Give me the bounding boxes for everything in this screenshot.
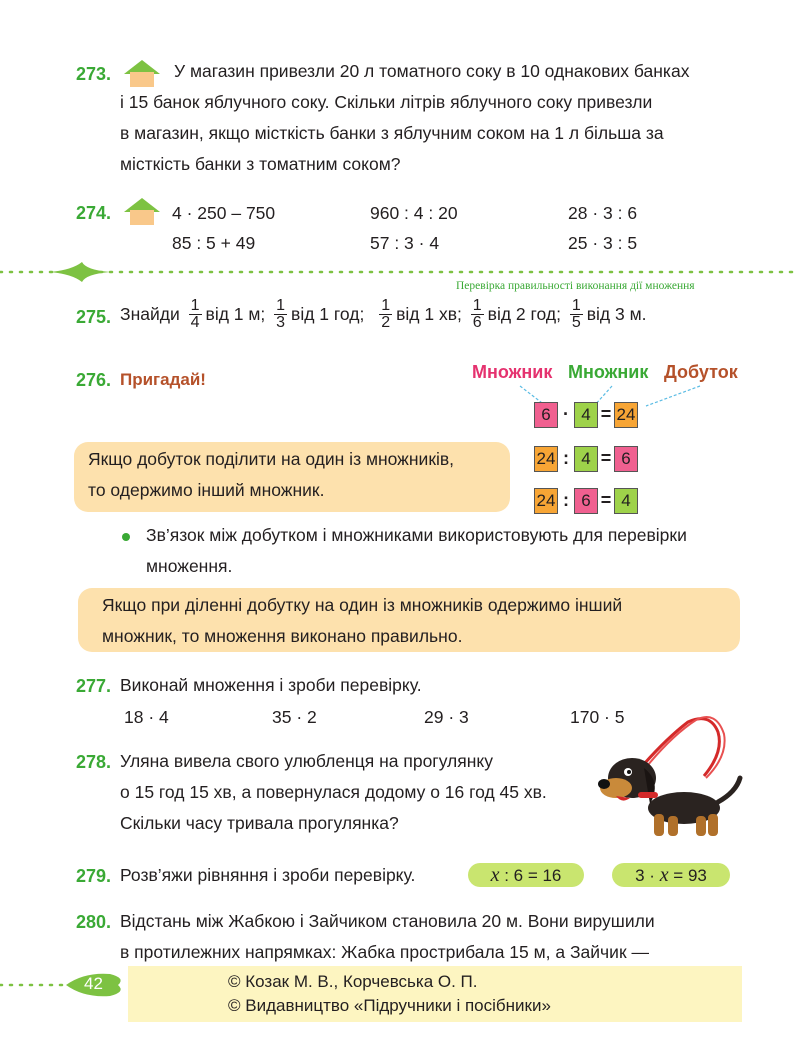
fraction: $\frac{1}{3}$ xyxy=(276,297,286,331)
expr: 57 : 3 · 4 xyxy=(370,233,440,253)
bullet-text: Зв’язок між добутком і множниками використовують для перевірки множення. xyxy=(146,525,687,576)
expr: 85 : 5 + 49 xyxy=(172,233,256,253)
copyright-line-1: © Козак М. В., Корчевська О. П. xyxy=(228,972,478,991)
equation-3: 24 : 6 = 4 xyxy=(534,488,638,514)
expr: 170 · 5 xyxy=(570,707,625,727)
rule-box-1: Якщо добуток поділити на один із множників, то одержимо інший множник. xyxy=(74,442,510,512)
fraction: $\frac{1}{4}$ xyxy=(190,297,200,331)
expr: 35 · 2 xyxy=(272,707,317,727)
expr: 18 · 4 xyxy=(124,707,169,727)
label-product: Добуток xyxy=(664,362,738,382)
expr: 29 · 3 xyxy=(424,707,469,727)
equation-1: 6 · 4 = 24 xyxy=(534,402,638,428)
task-273-number: 273. xyxy=(76,64,112,84)
label-factor-1: Множник xyxy=(472,362,553,382)
home-task-icon xyxy=(122,196,162,226)
rule-box-2: Якщо при діленні добутку на один із множників одержимо інший множник, то множення виконано правильно. xyxy=(78,588,740,652)
task-277-text: Виконай множення і зроби перевірку. xyxy=(120,675,422,695)
copyright-line-2: © Видавництво «Підручники і посібники» xyxy=(228,996,551,1015)
task-275-number: 275. xyxy=(76,307,112,327)
task-275-text: Знайди $\frac{1}{4}$ від 1 м; $\frac{1}{3}$ від 1 год; $\frac{1}{2}$ від 1 хв; $\frac{1}{6}$ від 2 год; $\frac{1}{5}$ від 3 м. xyxy=(120,297,647,331)
bullet-dot xyxy=(122,533,130,541)
expr: 960 : 4 : 20 xyxy=(370,203,458,223)
task-280-text: Відстань між Жабкою і Зайчиком становила 20 м. Вони вирушили в протилежних напрямках: Жабка прострибала 15 м, а Зайчик — xyxy=(120,911,655,962)
task-277-number: 277. xyxy=(76,676,112,696)
task-274-number: 274. xyxy=(76,203,112,223)
expr: 28 · 3 : 6 xyxy=(568,203,638,223)
remember-title: Пригадай! xyxy=(120,370,206,389)
expr: 25 · 3 : 5 xyxy=(568,233,638,253)
task-276-number: 276. xyxy=(76,370,112,390)
copyright-box xyxy=(128,966,742,1022)
dog-illustration xyxy=(592,712,748,844)
task-278-number: 278. xyxy=(76,752,112,772)
page-number-badge xyxy=(0,970,130,1000)
fraction: $\frac{1}{5}$ xyxy=(571,297,581,331)
page-number: 42 xyxy=(84,974,103,993)
fraction: $\frac{1}{6}$ xyxy=(472,297,482,331)
equation-pill-2: 3 · x = 93 xyxy=(612,863,730,887)
task-278-text: Уляна вивела свого улюбленця на прогулянку о 15 год 15 хв, а повернулася додому о 16 год 45 хв. Скільки часу тривала прогулянка? xyxy=(120,751,547,833)
label-factor-2: Множник xyxy=(568,362,649,382)
task-280-number: 280. xyxy=(76,912,112,932)
expr: 4 · 250 – 750 xyxy=(172,203,276,223)
section-title: Перевірка правильності виконання дії множення xyxy=(456,280,695,292)
equation-2: 24 : 4 = 6 xyxy=(534,446,638,472)
task-279-text: Розв’яжи рівняння і зроби перевірку. xyxy=(120,865,416,885)
equation-pill-1: x : 6 = 16 xyxy=(468,863,584,887)
fraction: $\frac{1}{2}$ xyxy=(381,297,391,331)
task-279-number: 279. xyxy=(76,866,112,886)
task-273-text: У магазин привезли 20 л томатного соку в 10 однакових банках і 15 банок яблучного соку. Скільки літрів яблучного соку привезли в магазин, якщо місткість банки з яблучним соком на 1 л більша за місткість банки з томатним соком? xyxy=(120,61,690,174)
